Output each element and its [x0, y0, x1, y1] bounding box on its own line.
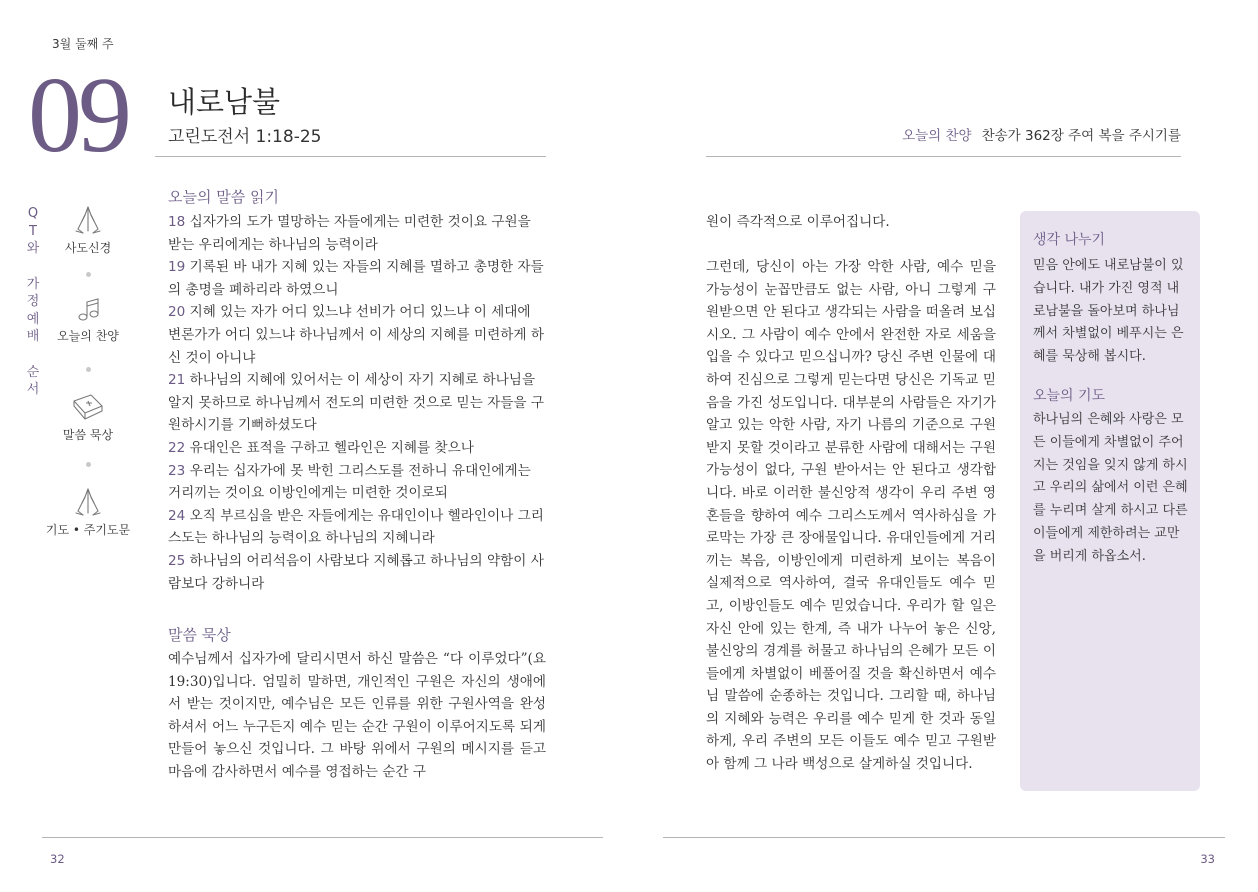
verse-number: 24: [168, 507, 186, 524]
verse: [168, 505, 546, 550]
vertical-char: 예: [26, 311, 40, 327]
page-number-left: 32: [50, 852, 65, 866]
week-label: 3월 둘째 주: [52, 37, 114, 51]
page-title: 내로남불: [168, 85, 281, 119]
step-word-meditation: [43, 392, 133, 443]
vertical-char: 정: [26, 294, 40, 309]
sidebar-vertical-title: [26, 205, 40, 399]
vertical-char: 가: [26, 276, 40, 292]
verse-text: 우리는 십자가에 못 박힌 그리스도를 전하니 유대인에게는 거리끼는 것이요 이방인에게는 미련한 것이로되: [168, 462, 531, 502]
header-divider-right: [706, 156, 1181, 157]
step-todays-hymn: [43, 297, 133, 344]
verse: [168, 369, 546, 437]
step-dot: [86, 462, 91, 467]
verse-text: 오직 부르심을 받은 자들에게는 유대인이나 헬라인이나 그리스도는 하나님의 능력이요 하나님의 지혜니라: [168, 507, 544, 547]
meditation-text-left: 예수님께서 십자가에 달리시면서 하신 말씀은 “다 이루었다”(요 19:30)입니다. 엄밀히 말하면, 개인적인 구원은 자신의 생애에서 받는 것이지만, 예수님은 모든 인류를 위한 구원사역을 완성하셔서 어느 누구든지 예수 믿는 순간 구원이 이루어지도록 되게 만들어 놓으신 것입니다. 그 바탕 위에서 구원의 메시지를 듣고 마음에 감사하면서 예수를 영접하는 순간 구: [168, 651, 546, 780]
footer-divider-left: [42, 837, 603, 838]
step-label: 사도신경: [64, 241, 112, 255]
vertical-char: 와: [26, 241, 40, 256]
meditation-text-right: 그런데, 당신이 아는 가장 악한 사람, 예수 믿을 가능성이 눈꼽만큼도 없는 사람, 아니 그렇게 구원받으면 안 된다고 생각되는 사람을 떠올려 보십시오. 그 사람이 예수 안에서 완전한 자로 세움을 입을 수 있다고 믿으십니까? 당신 주변 인물에 대하여 진심으로 그렇게 믿는다면 당신은 기독교 믿음을 가진 성도입니다. 대부분의 사람들은 자기가 알고 있는 악한 사람, 자기 나름의 기준으로 구원받지 못할 것이라고 분류한 사람에 대해서는 구원 가능성이 없다, 구원 받아서는 안 된다고 생각합니다. 바로 이러한 불신앙적 생각이 우리 주변 영혼들을 향하여 예수 그리스도께서 역사하심을 가로막는 가장 큰 장애물입니다. 유대인들에게 거리끼는 복음, 이방인에게 미련하게 보이는 복음이 실제적으로 역사하여, 결국 유대인들도 예수 믿고, 이방인들도 예수 믿었습니다. 우리가 할 일은 자신 안에 있는 한계, 즉 내가 나누어 놓은 신앙, 불신앙의 경계를 허물고 하나님의 은혜가 모든 이들에게 차별없이 베풀어질 것을 확신하면서 예수님 말씀에 순종하는 것입니다. 그리할 때, 하나님의 지혜와 능력은 우리를 예수 믿게 한 것과 동일하게, 우리 주변의 모든 이들도 예수 믿고 구원받아 함께 그 나라 백성으로 살게하실 것입니다.: [706, 259, 996, 773]
verse-number: 19: [168, 259, 186, 276]
praying-hands-icon: [72, 487, 104, 517]
step-dot: [86, 272, 91, 277]
footer-divider-right: [663, 837, 1225, 838]
step-label: 말씀 묵상: [62, 428, 114, 442]
verse-text: 하나님의 어리석음이 사람보다 지혜롭고 하나님의 약함이 사람보다 강하니라: [168, 552, 544, 592]
verse-text: 기록된 바 내가 지혜 있는 자들의 지혜를 멸하고 총명한 자들의 총명을 폐하리라 하였으니: [168, 259, 544, 298]
verse-number: 22: [168, 439, 186, 456]
todays-hymn: [902, 124, 1181, 144]
share-and-prayer-box: [1020, 211, 1200, 791]
verse-number: 18: [168, 214, 186, 230]
prayer-heading: 오늘의 기도: [1033, 387, 1106, 404]
hymn-text: 찬송가 362장 주여 복을 주시기를: [981, 128, 1181, 144]
step-label: 오늘의 찬양: [57, 329, 119, 343]
verse-text: 하나님의 지혜에 있어서는 이 세상이 자기 지혜로 하나님을 알지 못하므로 하나님께서 전도의 미련한 것으로 믿는 자들을 구원하시기를 기뻐하셨도다: [168, 372, 544, 434]
vertical-char: 배: [26, 329, 40, 344]
verse-number: 23: [168, 462, 186, 479]
verse: [168, 256, 546, 301]
verse-text: 지혜 있는 자가 어디 있느냐 선비가 어디 있느냐 이 세대에 변론가가 어디 있느냐 하나님께서 이 세상의 지혜를 미련하게 하신 것이 아니냐: [168, 304, 544, 366]
bible-icon: [71, 392, 105, 422]
verse-number: 25: [168, 552, 186, 569]
prayer-text: 하나님의 은혜와 사랑은 모든 이들에게 차별없이 주어지는 것임을 잊지 않게 하시고 우리의 삶에서 이런 은혜를 누리며 살게 하시고 다른 이들에게 제한하려는 교만을 버리게 하옵소서.: [1033, 411, 1188, 564]
verse-number: 21: [168, 372, 186, 389]
hymn-label: 오늘의 찬양: [902, 128, 972, 144]
vertical-char: Q: [27, 206, 39, 221]
meditation-heading: 말씀 묵상: [168, 626, 231, 644]
step-label: 기도 • 주기도문: [45, 523, 131, 537]
step-apostles-creed: [43, 205, 133, 256]
meditation-text-continued: 원이 즉각적으로 이루어집니다.: [706, 214, 890, 230]
verse: [168, 437, 546, 460]
header-divider-left: [155, 156, 546, 157]
day-number: 09: [28, 56, 128, 175]
step-prayer: [43, 487, 133, 538]
praying-hands-icon: [72, 205, 104, 235]
verse-text: 유대인은 표적을 구하고 헬라인은 지혜를 찾으나: [189, 439, 474, 456]
vertical-char: 서: [26, 382, 40, 397]
verse-text: 십자가의 도가 멸망하는 자들에게는 미련한 것이요 구원을 받는 우리에게는 하나님의 능력이라: [168, 214, 531, 253]
vertical-char: T: [29, 223, 37, 239]
step-dot: [86, 367, 91, 372]
share-heading: 생각 나누기: [1033, 232, 1106, 248]
verse: [168, 301, 546, 369]
verse: [168, 460, 546, 505]
verse: [168, 550, 546, 595]
scripture-verses: [168, 211, 546, 595]
vertical-char: 순: [26, 364, 40, 380]
reading-heading: 오늘의 말씀 읽기: [168, 188, 279, 206]
page-number-right: 33: [1200, 852, 1215, 866]
share-text: 믿음 안에도 내로남불이 있습니다. 내가 가진 영적 내로남불을 돌아보며 하나님께서 차별없이 베푸시는 은혜를 묵상해 봅시다.: [1033, 258, 1184, 365]
verse-number: 20: [168, 304, 186, 321]
music-note-icon: [72, 297, 104, 323]
scripture-reference: 고린도전서 1:18-25: [168, 127, 322, 147]
verse: [168, 211, 546, 256]
